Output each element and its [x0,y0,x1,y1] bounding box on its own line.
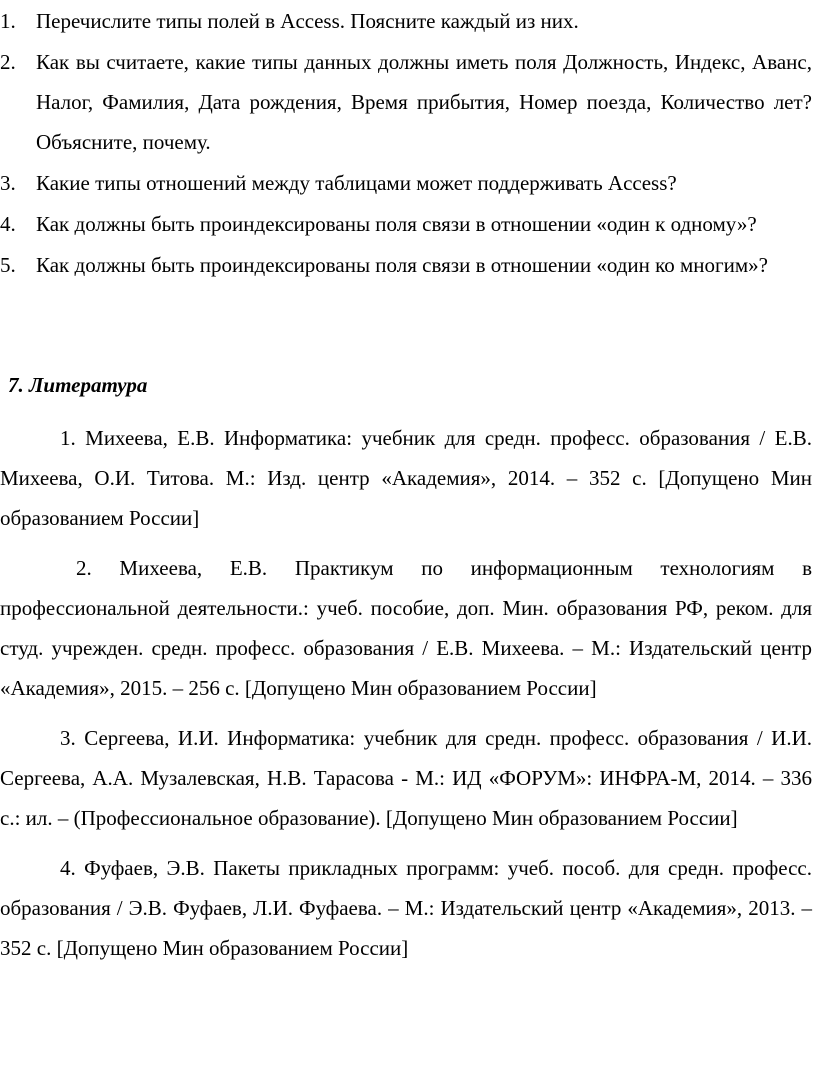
question-text: Какие типы отношений между таблицами может поддерживать Access? [36,171,677,195]
question-item [0,1,812,41]
reference-item: 3. Сергеева, И.И. Информатика: учебник для средн. професс. образования / И.И. Сергеева, А.А. Музалевская, Н.В. Тарасова - М.: ИД «ФОРУМ»: ИНФРА-М, 2014. – 336 с.: ил. – (Профессиональное образование). [Допущено Мин образованием России] [0,726,812,830]
question-item [0,245,812,285]
question-item [0,42,812,162]
literature-list [0,418,812,978]
reference-item: 2. Михеева, Е.В. Практикум по информационным технологиям в профессиональной деятельности.: учеб. пособие, доп. Мин. образования РФ, реком. для студ. учрежден. средн. професс. образования / Е.В. Михеева. – М.: Издательский центр «Академия», 2015. – 256 с. [Допущено Мин образованием России] [0,556,812,700]
question-number: 4. [0,212,16,236]
question-item [0,163,812,203]
literature-heading: 7. Литература [8,373,148,397]
question-number: 5. [0,253,16,277]
question-text: Перечислите типы полей в Access. Поясните каждый из них. [36,9,579,33]
question-number: 2. [0,50,16,74]
reference-item: 1. Михеева, Е.В. Информатика: учебник для средн. професс. образования / Е.В. Михеева, О.И. Титова. М.: Изд. центр «Академия», 2014. – 352 с. [Допущено Мин образованием России] [0,426,812,530]
question-text: Как должны быть проиндексированы поля связи в отношении «один к одному»? [36,212,757,236]
question-item [0,204,812,244]
question-text: Как вы считаете, какие типы данных должны иметь поля Должность, Индекс, Аванс, Налог, Фамилия, Дата рождения, Время прибытия, Номер поезда, Количество лет? Объясните, почему. [36,50,812,154]
question-text: Как должны быть проиндексированы поля связи в отношении «один ко многим»? [36,253,769,277]
question-number: 3. [0,171,16,195]
reference-item: 4. Фуфаев, Э.В. Пакеты прикладных программ: учеб. пособ. для средн. професс. образования / Э.В. Фуфаев, Л.И. Фуфаева. – М.: Издательский центр «Академия», 2013. – 352 с. [Допущено Мин образованием России] [0,856,812,960]
questions-list [0,1,812,286]
question-number: 1. [0,9,16,33]
